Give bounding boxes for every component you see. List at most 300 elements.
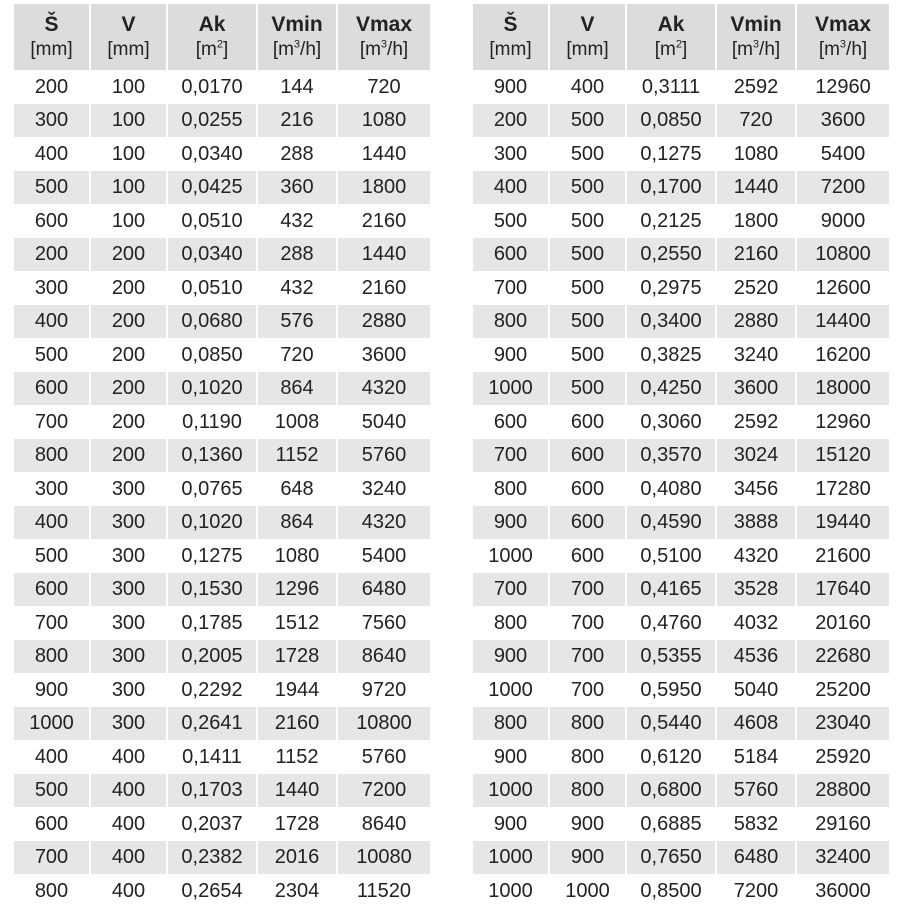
table-row — [473, 707, 889, 741]
cell-area: 0,0510 — [181, 209, 243, 232]
table-row — [473, 204, 889, 238]
table-row — [473, 439, 889, 473]
cell-width: 700 — [473, 439, 548, 473]
cell-vmax: 3600 — [361, 343, 407, 366]
cell-height: 100 — [111, 209, 146, 232]
cell-vmax: 1800 — [338, 171, 430, 205]
cell-height: 400 — [111, 812, 146, 835]
cell-width: 700 — [34, 410, 69, 433]
cell-width: 300 — [14, 104, 89, 138]
cell-vmin: 2520 — [733, 276, 779, 299]
cell-vmax: 1440 — [361, 142, 407, 165]
cell-area: 0,1020 — [168, 506, 256, 540]
cell-vmax: 720 — [367, 75, 401, 98]
cell-height: 600 — [570, 477, 605, 500]
cell-width: 400 — [34, 745, 69, 768]
cell-height: 800 — [570, 745, 605, 768]
cell-vmax: 25920 — [815, 745, 871, 768]
cell-area: 0,1785 — [181, 611, 243, 634]
cell-width: 600 — [14, 573, 89, 607]
cell-height: 400 — [91, 774, 166, 808]
cell-width: 1000 — [473, 774, 548, 808]
cell-vmin: 1080 — [274, 544, 320, 567]
cell-area: 0,1703 — [168, 774, 256, 808]
cell-width: 900 — [473, 506, 548, 540]
cell-area: 0,1020 — [168, 372, 256, 406]
cell-width: 1000 — [488, 678, 533, 701]
table-row — [473, 171, 889, 205]
cell-vmin: 5184 — [733, 745, 779, 768]
header-name: V — [121, 13, 136, 36]
cell-height: 200 — [91, 372, 166, 406]
cell-vmax: 7200 — [797, 171, 889, 205]
cell-vmax: 4320 — [338, 506, 430, 540]
cell-height: 500 — [550, 171, 625, 205]
table-row — [14, 204, 430, 238]
header-height — [550, 4, 625, 70]
cell-width: 900 — [493, 812, 528, 835]
header-unit: [mm] — [107, 39, 150, 60]
cell-height: 500 — [550, 104, 625, 138]
cell-height: 500 — [570, 343, 605, 366]
table-row — [14, 707, 430, 741]
cell-vmin: 288 — [280, 142, 314, 165]
table-row — [473, 405, 889, 439]
table-row — [473, 70, 889, 104]
cell-height: 300 — [91, 640, 166, 674]
cell-width: 600 — [34, 209, 69, 232]
cell-area: 0,0170 — [181, 75, 243, 98]
header-name: Vmax — [355, 13, 413, 36]
table-row — [473, 506, 889, 540]
cell-width: 1000 — [473, 841, 548, 875]
cell-height: 300 — [111, 678, 146, 701]
table-row — [473, 472, 889, 506]
cell-vmax: 12960 — [815, 75, 871, 98]
cell-width: 600 — [493, 410, 528, 433]
cell-area: 0,5440 — [627, 707, 715, 741]
header-unit: $[m^3/h]$ — [818, 38, 868, 60]
cell-area: 0,1275 — [640, 142, 702, 165]
cell-height: 200 — [111, 410, 146, 433]
cell-vmax: 8640 — [361, 812, 407, 835]
cell-width: 600 — [34, 812, 69, 835]
cell-area: 0,0340 — [181, 142, 243, 165]
cell-height: 500 — [550, 238, 625, 272]
cell-vmax: 36000 — [815, 879, 871, 902]
cell-height: 100 — [111, 75, 146, 98]
cell-vmin: 3528 — [717, 573, 795, 607]
cell-vmin: 216 — [258, 104, 336, 138]
cell-area: 0,4590 — [627, 506, 715, 540]
cell-vmin: 1728 — [274, 812, 320, 835]
cell-vmin: 2304 — [274, 879, 320, 902]
cell-width: 600 — [14, 372, 89, 406]
cell-height: 300 — [91, 573, 166, 607]
header-width — [14, 4, 89, 70]
header-name: Š — [44, 13, 59, 36]
cell-vmin: 4032 — [733, 611, 779, 634]
cell-area: 0,3825 — [640, 343, 702, 366]
cell-vmax: 25200 — [815, 678, 871, 701]
cell-area: 0,2641 — [168, 707, 256, 741]
cell-area: 0,3111 — [641, 75, 701, 98]
table-row — [473, 640, 889, 674]
cell-width: 400 — [34, 142, 69, 165]
cell-vmin: 2592 — [733, 410, 779, 433]
cell-vmax: 21600 — [815, 544, 871, 567]
table-row — [14, 238, 430, 272]
cell-vmin: 1296 — [258, 573, 336, 607]
cell-vmin: 4320 — [733, 544, 779, 567]
dimensions-table-left — [12, 4, 432, 908]
header-unit: [mm] — [30, 39, 73, 60]
cell-width: 700 — [493, 276, 528, 299]
cell-width: 800 — [14, 640, 89, 674]
cell-width: 500 — [34, 343, 69, 366]
cell-height: 300 — [111, 477, 146, 500]
cell-vmax: 10080 — [338, 841, 430, 875]
cell-area: 0,3060 — [640, 410, 702, 433]
cell-height: 500 — [570, 209, 605, 232]
cell-vmax: 19440 — [797, 506, 889, 540]
cell-area: 0,2382 — [168, 841, 256, 875]
cell-width: 700 — [473, 573, 548, 607]
cell-vmax: 23040 — [797, 707, 889, 741]
cell-height: 400 — [570, 75, 605, 98]
cell-vmax: 12600 — [815, 276, 871, 299]
table-row — [473, 774, 889, 808]
cell-vmin: 4608 — [717, 707, 795, 741]
cell-area: 0,0255 — [168, 104, 256, 138]
cell-height: 300 — [111, 611, 146, 634]
table-row — [473, 539, 889, 573]
cell-area: 0,1275 — [181, 544, 243, 567]
cell-vmax: 3600 — [797, 104, 889, 138]
cell-vmax: 2160 — [361, 209, 407, 232]
cell-vmax: 5760 — [361, 745, 407, 768]
cell-width: 800 — [493, 611, 528, 634]
cell-width: 500 — [493, 209, 528, 232]
cell-area: 0,4760 — [640, 611, 702, 634]
cell-vmax: 5400 — [361, 544, 407, 567]
cell-area: 0,1360 — [168, 439, 256, 473]
cell-width: 400 — [14, 305, 89, 339]
cell-height: 100 — [91, 104, 166, 138]
cell-area: 0,2550 — [627, 238, 715, 272]
table-row — [14, 841, 430, 875]
dimensions-table-right — [471, 4, 891, 908]
cell-vmin: 720 — [280, 343, 314, 366]
cell-area: 0,3570 — [627, 439, 715, 473]
cell-height: 300 — [91, 506, 166, 540]
cell-height: 900 — [550, 841, 625, 875]
header-unit: $[m^3/h]$ — [272, 38, 322, 60]
cell-vmax: 17640 — [797, 573, 889, 607]
header-width — [473, 4, 548, 70]
cell-area: 0,6120 — [640, 745, 702, 768]
cell-vmin: 7200 — [733, 879, 779, 902]
cell-area: 0,0340 — [168, 238, 256, 272]
cell-width: 800 — [473, 707, 548, 741]
cell-width: 800 — [493, 477, 528, 500]
header-vmax — [797, 4, 889, 70]
cell-area: 0,2037 — [181, 812, 243, 835]
table-body-right — [473, 70, 889, 908]
cell-vmin: 4536 — [717, 640, 795, 674]
cell-vmin: 360 — [258, 171, 336, 205]
cell-vmax: 9720 — [361, 678, 407, 701]
header-row — [473, 4, 889, 70]
table-row — [14, 271, 430, 305]
cell-vmax: 2880 — [338, 305, 430, 339]
cell-width: 900 — [493, 745, 528, 768]
table-row — [473, 841, 889, 875]
cell-area: 0,0510 — [181, 276, 243, 299]
cell-width: 700 — [14, 841, 89, 875]
table-row — [473, 874, 889, 908]
cell-vmax: 29160 — [815, 812, 871, 835]
cell-vmin: 2160 — [717, 238, 795, 272]
cell-width: 200 — [473, 104, 548, 138]
header-vmin — [258, 4, 336, 70]
table-row — [14, 472, 430, 506]
cell-area: 0,0850 — [627, 104, 715, 138]
cell-vmin: 3024 — [717, 439, 795, 473]
cell-width: 800 — [34, 879, 69, 902]
cell-area: 0,1411 — [182, 745, 242, 768]
cell-width: 600 — [473, 238, 548, 272]
cell-width: 700 — [34, 611, 69, 634]
cell-width: 200 — [14, 238, 89, 272]
cell-vmax: 11520 — [356, 879, 412, 902]
cell-width: 300 — [493, 142, 528, 165]
table-row — [473, 573, 889, 607]
cell-vmax: 28800 — [797, 774, 889, 808]
cell-vmax: 7560 — [361, 611, 407, 634]
cell-height: 500 — [550, 305, 625, 339]
left-table-panel — [12, 4, 432, 908]
table-row — [473, 740, 889, 774]
cell-area: 0,1530 — [168, 573, 256, 607]
cell-area: 0,1190 — [182, 410, 242, 433]
header-row — [14, 4, 430, 70]
cell-width: 300 — [34, 276, 69, 299]
cell-vmin: 432 — [280, 276, 314, 299]
cell-vmin: 288 — [258, 238, 336, 272]
cell-vmin: 3888 — [717, 506, 795, 540]
cell-vmin: 1440 — [258, 774, 336, 808]
table-row — [473, 372, 889, 406]
cell-vmax: 32400 — [797, 841, 889, 875]
cell-area: 0,6885 — [640, 812, 702, 835]
cell-height: 800 — [550, 707, 625, 741]
cell-vmax: 12960 — [815, 410, 871, 433]
cell-height: 700 — [550, 573, 625, 607]
table-row — [14, 539, 430, 573]
cell-vmin: 1152 — [275, 745, 319, 768]
cell-width: 500 — [14, 774, 89, 808]
cell-width: 200 — [34, 75, 69, 98]
cell-area: 0,0765 — [181, 477, 243, 500]
cell-area: 0,7650 — [627, 841, 715, 875]
cell-width: 300 — [34, 477, 69, 500]
table-row — [14, 137, 430, 171]
cell-height: 400 — [111, 745, 146, 768]
cell-area: 0,1700 — [627, 171, 715, 205]
cell-vmax: 16200 — [815, 343, 871, 366]
table-row — [473, 338, 889, 372]
right-table-panel — [471, 4, 891, 908]
cell-width: 900 — [473, 640, 548, 674]
table-row — [473, 305, 889, 339]
cell-width: 800 — [14, 439, 89, 473]
cell-height: 200 — [111, 343, 146, 366]
cell-area: 0,4080 — [640, 477, 702, 500]
header-name: Š — [503, 13, 518, 36]
table-row — [473, 807, 889, 841]
cell-area: 0,0680 — [168, 305, 256, 339]
header-unit: [mm] — [489, 39, 532, 60]
cell-vmax: 9000 — [820, 209, 866, 232]
cell-vmin: 144 — [280, 75, 314, 98]
table-row — [14, 171, 430, 205]
cell-height: 600 — [570, 410, 605, 433]
cell-vmin: 864 — [258, 372, 336, 406]
table-body-left — [14, 70, 430, 908]
cell-area: 0,2292 — [181, 678, 243, 701]
cell-vmin: 1944 — [274, 678, 320, 701]
table-row — [14, 740, 430, 774]
table-row — [473, 137, 889, 171]
cell-area: 0,0425 — [168, 171, 256, 205]
header-name: V — [580, 13, 595, 36]
cell-vmin: 1800 — [733, 209, 779, 232]
cell-area: 0,0850 — [181, 343, 243, 366]
cell-width: 1000 — [473, 372, 548, 406]
header-unit: $[m^2]$ — [195, 38, 229, 60]
cell-vmin: 864 — [258, 506, 336, 540]
table-row — [14, 305, 430, 339]
table-row — [14, 104, 430, 138]
cell-width: 500 — [34, 544, 69, 567]
cell-area: 0,2005 — [168, 640, 256, 674]
cell-height: 400 — [91, 841, 166, 875]
table-row — [14, 70, 430, 104]
cell-vmax: 15120 — [797, 439, 889, 473]
cell-vmax: 22680 — [797, 640, 889, 674]
cell-width: 900 — [493, 343, 528, 366]
cell-width: 900 — [34, 678, 69, 701]
cell-vmin: 576 — [258, 305, 336, 339]
cell-area: 0,5950 — [640, 678, 702, 701]
cell-height: 400 — [111, 879, 146, 902]
cell-width: 1000 — [14, 707, 89, 741]
table-row — [14, 372, 430, 406]
cell-vmin: 3456 — [733, 477, 779, 500]
cell-width: 1000 — [488, 544, 533, 567]
cell-vmax: 7200 — [338, 774, 430, 808]
table-row — [14, 439, 430, 473]
cell-vmax: 17280 — [815, 477, 871, 500]
cell-height: 700 — [570, 678, 605, 701]
cell-area: 0,2654 — [181, 879, 243, 902]
cell-vmax: 4320 — [338, 372, 430, 406]
table-row — [14, 338, 430, 372]
table-row — [14, 640, 430, 674]
header-vmin — [717, 4, 795, 70]
cell-vmax: 8640 — [338, 640, 430, 674]
cell-width: 900 — [493, 75, 528, 98]
cell-area: 0,5355 — [627, 640, 715, 674]
cell-vmin: 432 — [280, 209, 314, 232]
cell-vmax: 1440 — [338, 238, 430, 272]
cell-vmin: 1512 — [274, 611, 320, 634]
cell-vmax: 14400 — [797, 305, 889, 339]
cell-width: 400 — [473, 171, 548, 205]
table-row — [14, 774, 430, 808]
cell-vmax: 5040 — [361, 410, 407, 433]
table-row — [14, 874, 430, 908]
cell-vmax: 18000 — [797, 372, 889, 406]
cell-height: 200 — [91, 439, 166, 473]
cell-vmax: 1080 — [338, 104, 430, 138]
cell-width: 800 — [473, 305, 548, 339]
cell-height: 900 — [570, 812, 605, 835]
cell-width: 1000 — [488, 879, 533, 902]
header-unit: $[m^3/h]$ — [731, 38, 781, 60]
cell-vmin: 2016 — [258, 841, 336, 875]
cell-vmax: 20160 — [815, 611, 871, 634]
header-name: Vmin — [271, 13, 323, 36]
cell-area: 0,3400 — [627, 305, 715, 339]
header-height — [91, 4, 166, 70]
cell-height: 600 — [550, 506, 625, 540]
cell-vmin: 1728 — [258, 640, 336, 674]
cell-vmin: 3240 — [733, 343, 779, 366]
cell-height: 700 — [570, 611, 605, 634]
cell-vmax: 10800 — [797, 238, 889, 272]
header-unit: $[m^2]$ — [654, 38, 688, 60]
table-row — [14, 606, 430, 640]
table-row — [14, 506, 430, 540]
cell-area: 0,5100 — [640, 544, 702, 567]
cell-vmax: 5760 — [338, 439, 430, 473]
table-row — [14, 405, 430, 439]
cell-height: 700 — [550, 640, 625, 674]
cell-vmin: 720 — [717, 104, 795, 138]
cell-vmax: 3240 — [361, 477, 407, 500]
header-name: Vmax — [814, 13, 872, 36]
header-vmax — [338, 4, 430, 70]
cell-area: 0,2125 — [640, 209, 702, 232]
cell-height: 200 — [111, 276, 146, 299]
cell-height: 300 — [91, 707, 166, 741]
cell-height: 800 — [550, 774, 625, 808]
header-name: Ak — [657, 13, 685, 36]
cell-height: 200 — [91, 238, 166, 272]
cell-vmin: 1152 — [258, 439, 336, 473]
cell-area: 0,4250 — [627, 372, 715, 406]
cell-vmin: 3600 — [717, 372, 795, 406]
cell-vmin: 1080 — [733, 142, 779, 165]
cell-height: 1000 — [565, 879, 610, 902]
cell-vmin: 2592 — [733, 75, 779, 98]
table-row — [473, 606, 889, 640]
cell-vmax: 2160 — [361, 276, 407, 299]
table-row — [14, 573, 430, 607]
cell-height: 500 — [550, 372, 625, 406]
